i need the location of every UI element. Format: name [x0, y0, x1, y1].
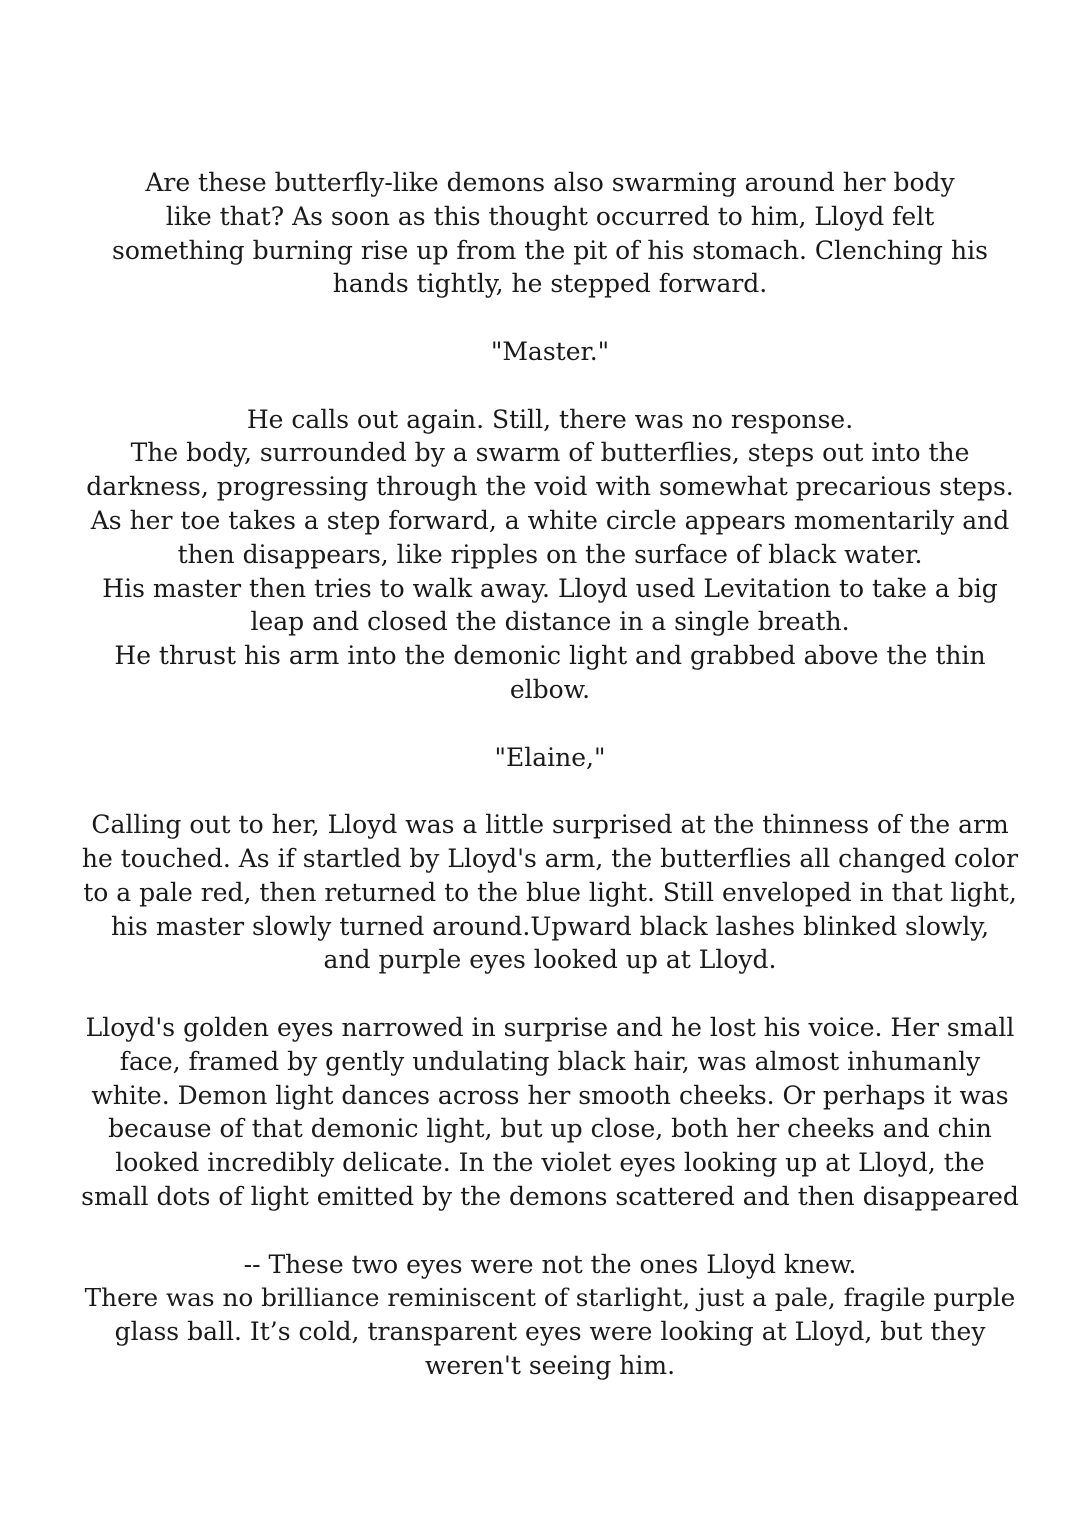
text-line: He thrust his arm into the demonic light and grabbed above the thin — [114, 641, 986, 671]
paragraph-thin-arm — [80, 808, 1020, 977]
text-line: white. Demon light dances across her smooth cheeks. Or perhaps it was — [91, 1080, 1009, 1110]
story-text — [80, 166, 1020, 1383]
text-line: darkness, progressing through the void with somewhat precarious steps. — [86, 472, 1014, 502]
text-line: "Elaine," — [494, 742, 606, 772]
text-line: "Master." — [490, 336, 610, 366]
text-line: glass ball. It’s cold, transparent eyes were looking at Lloyd, but they — [114, 1317, 986, 1347]
text-line: Are these butterfly-like demons also swarming around her body — [145, 168, 955, 197]
text-line: face, framed by gently undulating black hair, was almost inhumanly — [119, 1046, 981, 1076]
text-line: small dots of light emitted by the demons scattered and then disappeared — [81, 1181, 1019, 1211]
paragraph-two-eyes — [80, 1248, 1020, 1383]
paragraph-butterflies — [80, 166, 1020, 301]
paragraph-no-response — [80, 403, 1020, 707]
text-line: There was no brilliance reminiscent of starlight, just a pale, fragile purple — [84, 1283, 1016, 1313]
paragraph-gap — [80, 369, 1020, 403]
text-line: elbow. — [509, 674, 591, 704]
text-line: then disappears, like ripples on the surface of black water. — [177, 539, 923, 569]
text-line: Calling out to her, Lloyd was a little surprised at the thinness of the arm — [91, 810, 1009, 840]
text-line: Lloyd's golden eyes narrowed in surprise and he lost his voice. Her small — [85, 1012, 1015, 1042]
text-line: he touched. As if startled by Lloyd's arm, the butterflies all changed color — [81, 843, 1019, 873]
text-line: and purple eyes looked up at Lloyd. — [323, 945, 777, 975]
text-line: -- These two eyes were not the ones Lloyd knew. — [243, 1249, 857, 1279]
text-line: like that? As soon as this thought occurred to him, Lloyd felt — [165, 201, 935, 231]
text-line: something burning rise up from the pit of his stomach. Clenching his — [112, 235, 988, 265]
text-line: He calls out again. Still, there was no response. — [246, 404, 854, 434]
paragraph-gap — [80, 707, 1020, 741]
paragraph-gap — [80, 1214, 1020, 1248]
text-line: His master then tries to walk away. Lloyd used Levitation to take a big — [102, 573, 998, 603]
paragraph-golden-eyes — [80, 1011, 1020, 1214]
text-line: his master slowly turned around.Upward black lashes blinked slowly, — [110, 911, 990, 941]
dialogue-master — [80, 335, 1020, 369]
text-line: hands tightly, he stepped forward. — [332, 269, 768, 299]
paragraph-gap — [80, 977, 1020, 1011]
text-line: looked incredibly delicate. In the violet eyes looking up at Lloyd, the — [115, 1148, 985, 1178]
text-line: The body, surrounded by a swarm of butterflies, steps out into the — [130, 438, 970, 468]
paragraph-gap — [80, 774, 1020, 808]
text-line: As her toe takes a step forward, a white circle appears momentarily and — [90, 505, 1010, 535]
text-line: because of that demonic light, but up close, both her cheeks and chin — [108, 1114, 992, 1144]
text-line: leap and closed the distance in a single breath. — [250, 607, 850, 637]
dialogue-elaine — [80, 741, 1020, 775]
text-line: weren't seeing him. — [424, 1350, 676, 1380]
paragraph-gap — [80, 301, 1020, 335]
text-line: to a pale red, then returned to the blue light. Still enveloped in that light, — [83, 877, 1017, 907]
